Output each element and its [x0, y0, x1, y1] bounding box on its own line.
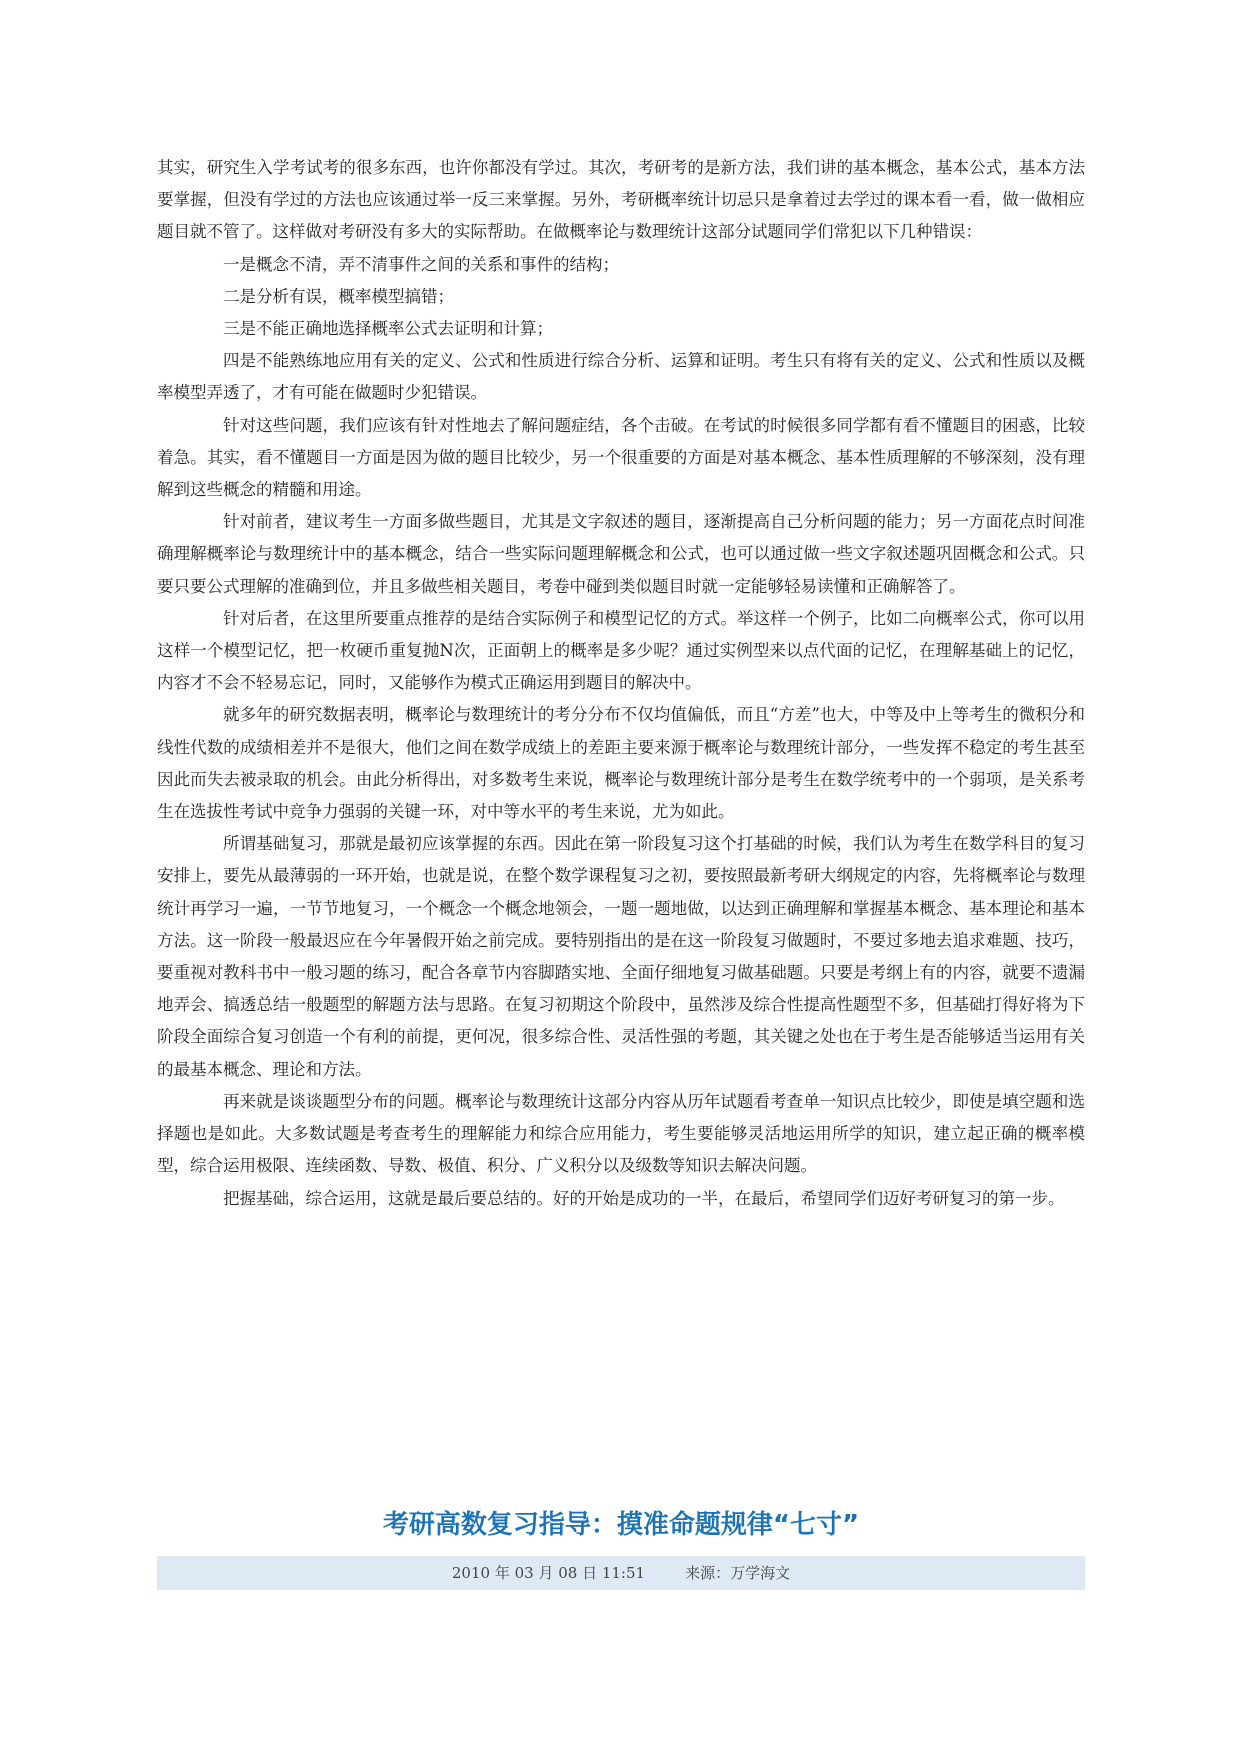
article-meta-bar: [157, 1556, 1085, 1590]
paragraph-1: 其实，研究生入学考试考的很多东西，也许你都没有学过。其次，考研考的是新方法，我们讲的基本概念，基本公式，基本方法要掌握，但没有学过的方法也应该通过举一反三来掌握。另外，考研概率统计切忌只是拿着过去学过的课本看一看，做一做相应题目就不管了。这样做对考研没有多大的实际帮助。在做概率论与数理统计这部分试题同学们常犯以下几种错误：: [157, 158, 1085, 242]
paragraph-3: 二是分析有误，概率模型搞错；: [223, 286, 454, 306]
paragraph-11: 再来就是谈谈题型分布的问题。概率论与数理统计这部分内容从历年试题看考查单一知识点比较少，即使是填空题和选择题也是如此。大多数试题是考查考生的理解能力和综合应用能力，考生要能够灵活地运用所学的知识，建立起正确的概率模型，综合运用极限、连续函数、导数、极值、积分、广义积分以及级数等知识去解决问题。: [157, 1091, 1085, 1176]
paragraph-2: 一是概念不清，弄不清事件之间的关系和事件的结构；: [223, 254, 619, 274]
paragraph-6: 针对这些问题，我们应该有针对性地去了解问题症结，各个击破。在考试的时候很多同学都有看不懂题目的困惑，比较着急。其实，看不懂题目一方面是因为做的题目比较少，另一个很重要的方面是对基本概念、基本性质理解的不够深刻，没有理解到这些概念的精髓和用途。: [157, 415, 1085, 500]
publish-date: 2010 年 03 月 08 日 11:51: [451, 1564, 646, 1582]
paragraph-7: 针对前者，建议考生一方面多做些题目，尤其是文字叙述的题目，逐渐提高自己分析问题的能力；另一方面花点时间准确理解概率论与数理统计中的基本概念，结合一些实际问题理解概念和公式，也可以通过做一些文字叙述题巩固概念和公式。只要只要公式理解的准确到位，并且多做些相关题目，考卷中碰到类似题目时就一定能够轻易读懂和正确解答了。: [157, 512, 1085, 596]
article-title: 考研高数复习指导：摸准命题规律“七寸”: [382, 1510, 860, 1540]
paragraph-8: 针对后者，在这里所要重点推荐的是结合实际例子和模型记忆的方式。举这样一个例子，比如二向概率公式，你可以用这样一个模型记忆，把一枚硬币重复抛N次，正面朝上的概率是多少呢？通过实例型来以点代面的记忆，在理解基础上的记忆，内容才不会不轻易忘记，同时，又能够作为模式正确运用到题目的解决中。: [157, 608, 1085, 693]
paragraph-12: 把握基础，综合运用，这就是最后要总结的。好的开始是成功的一半，在最后，希望同学们迈好考研复习的第一步。: [223, 1188, 1065, 1208]
paragraph-9: 就多年的研究数据表明，概率论与数理统计的考分分布不仅均值偏低，而且“方差”也大，中等及中上等考生的微积分和线性代数的成绩相差并不是很大，他们之间在数学成绩上的差距主要来源于概率论与数理统计部分，一些发挥不稳定的考生甚至因此而失去被录取的机会。由此分析得出，对多数考生来说，概率论与数理统计部分是考生在数学统考中的一个弱项，是关系考生在选拔性考试中竞争力强弱的关键一环，对中等水平的考生来说，尤为如此。: [157, 705, 1085, 822]
paragraph-4: 三是不能正确地选择概率公式去证明和计算；: [223, 319, 553, 339]
paragraph-5: 四是不能熟练地应用有关的定义、公式和性质进行综合分析、运算和证明。考生只有将有关的定义、公式和性质以及概率模型弄透了，才有可能在做题时少犯错误。: [157, 351, 1085, 403]
paragraph-10: 所谓基础复习，那就是最初应该掌握的东西。因此在第一阶段复习这个打基础的时候，我们认为考生在数学科目的复习安排上，要先从最薄弱的一环开始，也就是说，在整个数学课程复习之初，要按照最新考研大纲规定的内容，先将概率论与数理统计再学习一遍，一节节地复习，一个概念一个概念地领会，一题一题地做，以达到正确理解和掌握基本概念、基本理论和基本方法。这一阶段一般最迟应在今年暑假开始之前完成。要特别指出的是在这一阶段复习做题时，不要过多地去追求难题、技巧，要重视对教科书中一般习题的练习，配合各章节内容脚踏实地、全面仔细地复习做基础题。只要是考纲上有的内容，就要不遗漏地弄会、搞透总结一般题型的解题方法与思路。在复习初期这个阶段中，虽然涉及综合性提高性题型不多，但基础打得好将为下阶段全面综合复习创造一个有利的前提，更何况，很多综合性、灵活性强的考题，其关键之处也在于考生是否能够适当运用有关的最基本概念、理论和方法。: [157, 834, 1085, 1079]
article-source: 来源：万学海文: [685, 1564, 791, 1582]
article-body: [157, 152, 1085, 1215]
